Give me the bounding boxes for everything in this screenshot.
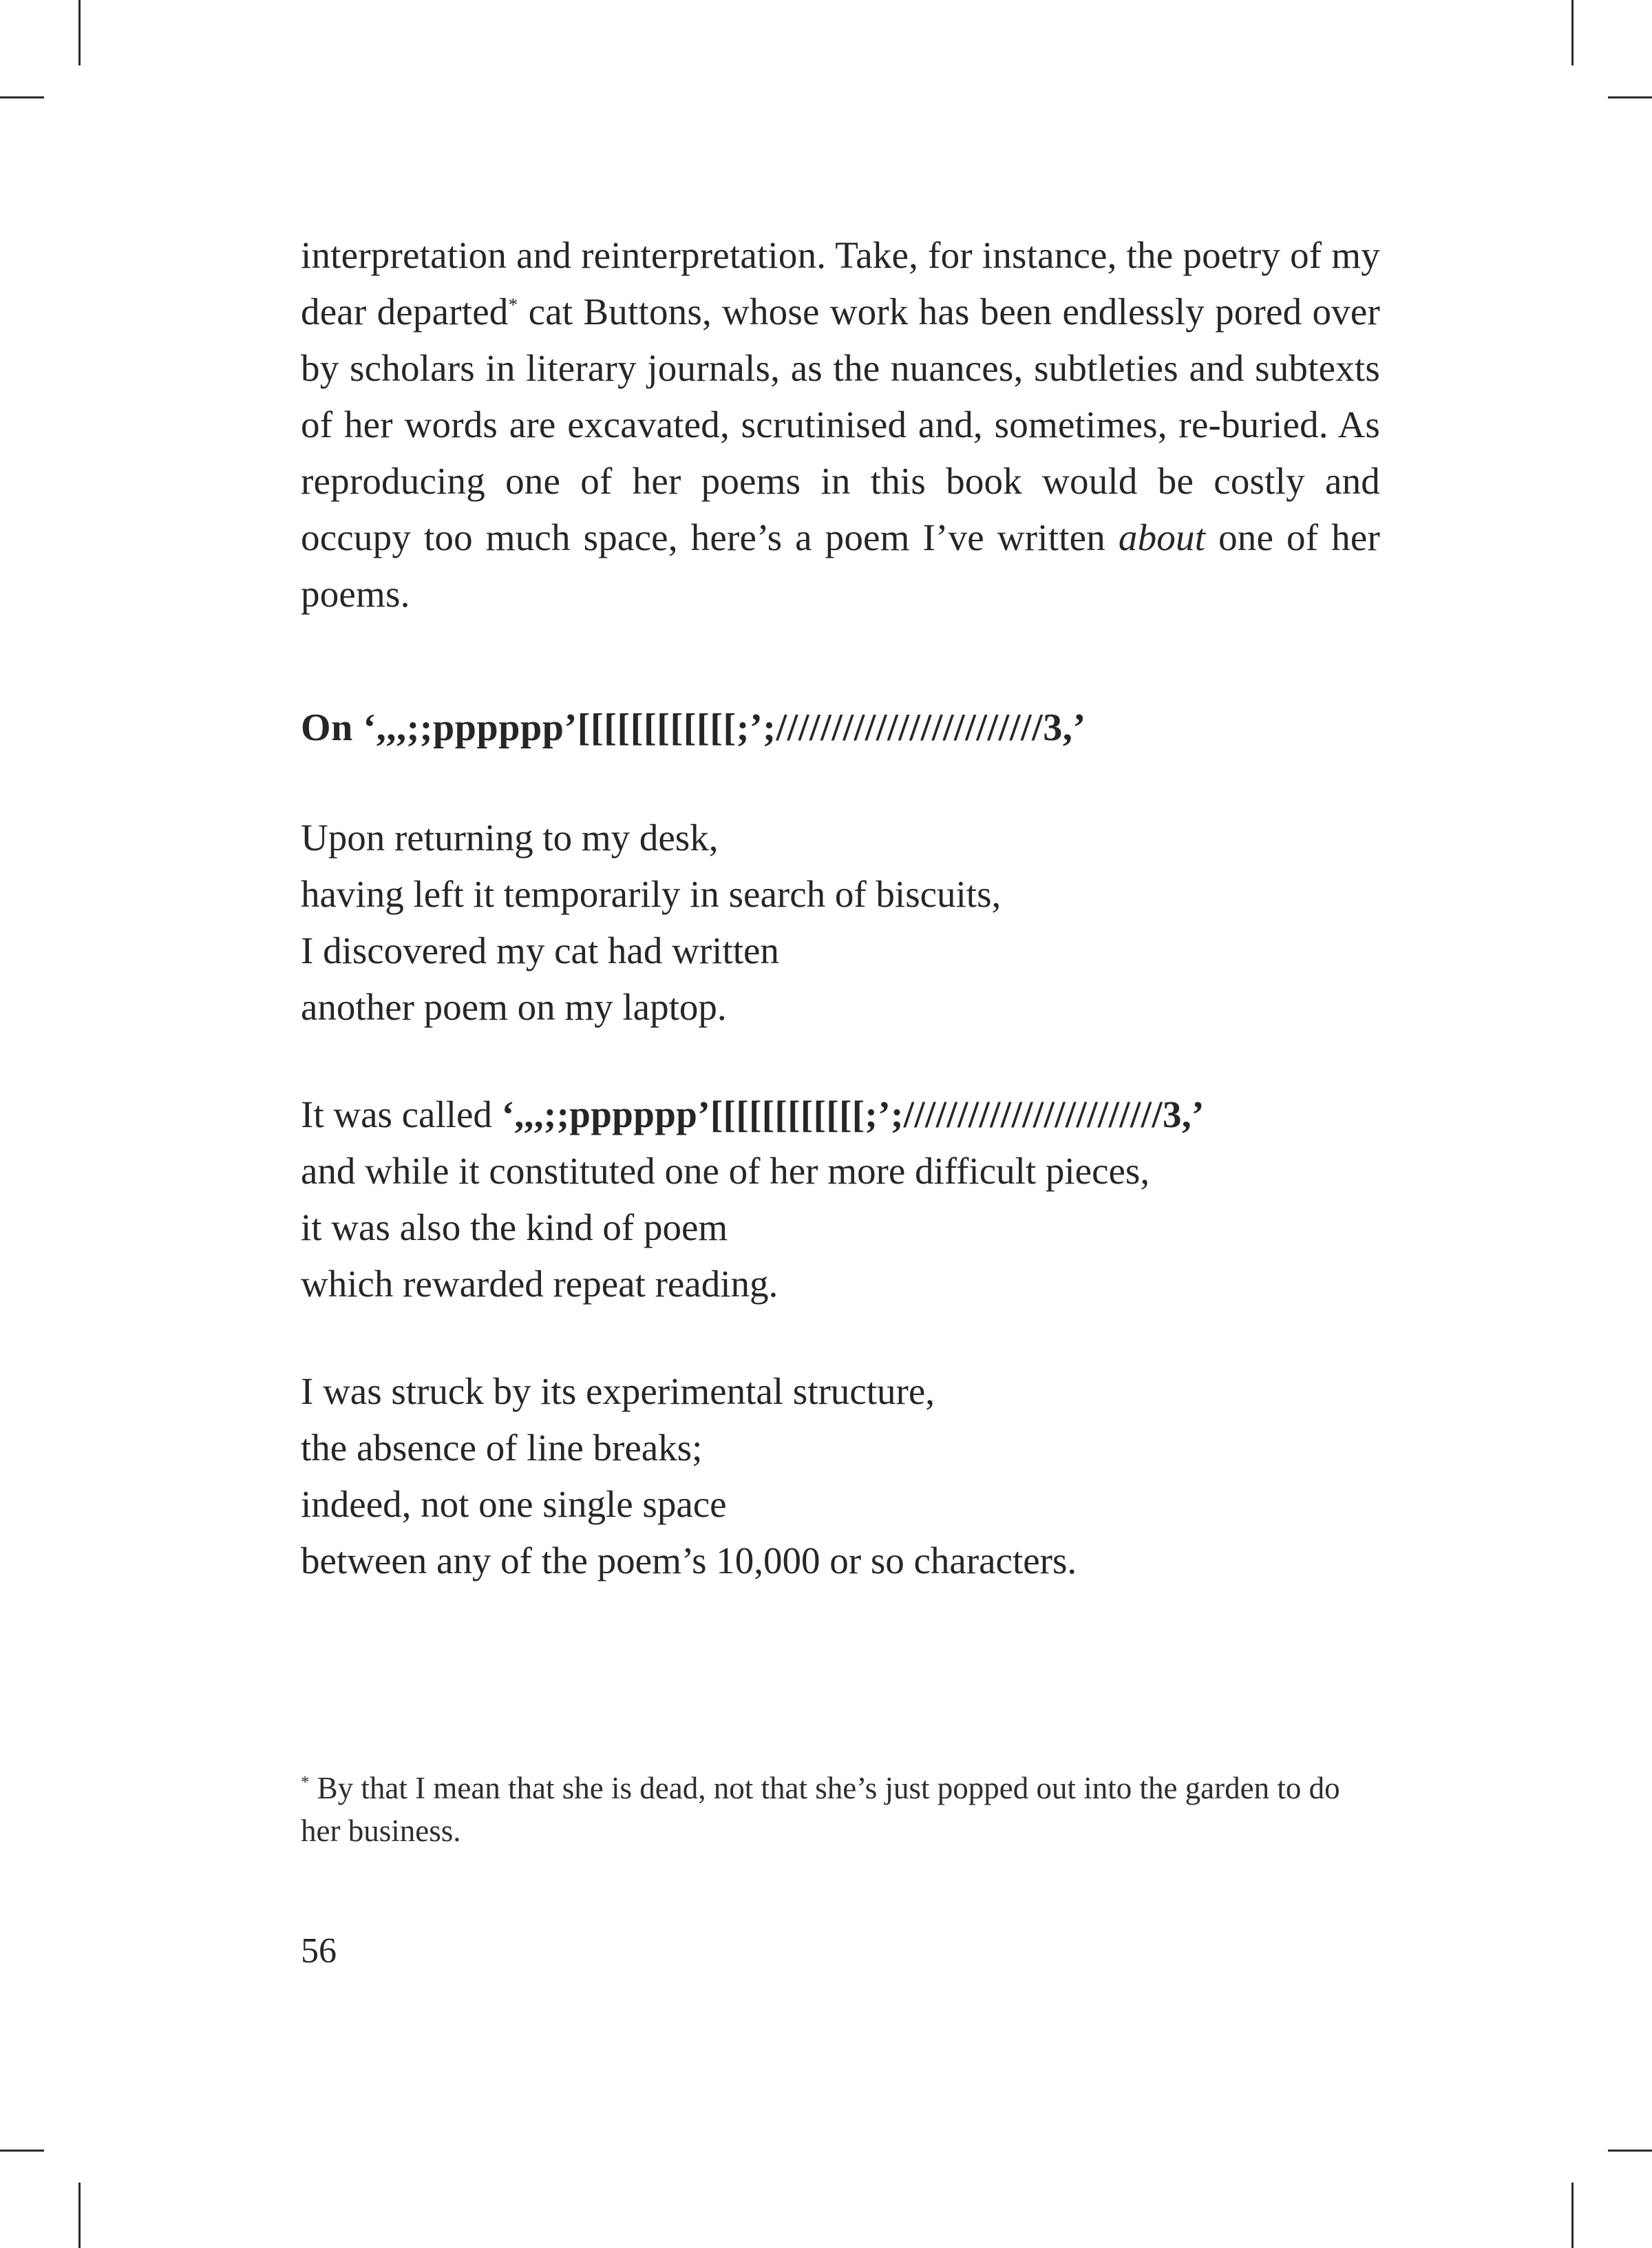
poem-line: which rewarded repeat reading. [301, 1263, 779, 1305]
poem-stanza-3 [301, 1363, 1380, 1589]
poem-line: I discovered my cat had written [301, 929, 779, 971]
intro-text-part1: interpretation and reinterpretation. Take, for instance, the poetry of my dear departed [301, 234, 1380, 333]
page-number: 56 [301, 1931, 337, 1971]
poem-line: having left it temporarily in search of biscuits, [301, 873, 1002, 915]
crop-mark-bottom-right-vertical [1571, 2183, 1574, 2248]
poem-stanza-2 [301, 1086, 1380, 1312]
poem-line: indeed, not one single space [301, 1483, 727, 1525]
poem-line: Upon returning to my desk, [301, 817, 719, 859]
footnote-marker: * [301, 1773, 310, 1792]
poem-line: another poem on my laptop. [301, 986, 727, 1028]
poem-line: and while it constituted one of her more difficult pieces, [301, 1150, 1150, 1192]
stanza2-intro-text: It was called [301, 1093, 502, 1135]
footnote-reference-marker: * [508, 293, 518, 315]
crop-mark-top-right-horizontal [1608, 96, 1652, 98]
poem-line: I was struck by its experimental structure, [301, 1370, 935, 1412]
cat-poem-title-string: ‘,,,;;pppppp’[[[[[[[[[[[[;’;////////////////////////3,’ [501, 1093, 1205, 1135]
poem-line: the absence of line breaks; [301, 1427, 703, 1469]
intro-text-part2: cat Buttons, whose work has been endlessly pored over by scholars in literary journals, as the nuances, subtleties and subtexts of her words are excavated, scrutinised and, sometimes, re-buried. As reproducing one of her poems in this book would be costly and occupy too much space, here’s a poem I’ve written [301, 291, 1380, 558]
intro-text-part3: one of her poems. [301, 516, 1380, 615]
footnote [301, 1767, 1380, 1852]
crop-mark-bottom-right-horizontal [1608, 2150, 1652, 2152]
page-content [301, 227, 1380, 1972]
crop-mark-bottom-left-horizontal [0, 2150, 44, 2152]
poem-stanza-1 [301, 810, 1380, 1036]
poem-title-string: ‘,,,;;pppppp’[[[[[[[[[[[[;’;////////////////////////3,’ [363, 706, 1086, 749]
poem-title-prefix: On [301, 706, 363, 749]
poem-line [301, 1086, 1380, 1143]
footnote-text: By that I mean that she is dead, not that she’s just popped out into the garden to do her business. [301, 1771, 1340, 1848]
poem-title [301, 700, 1380, 756]
poem-line: between any of the poem’s 10,000 or so characters. [301, 1540, 1077, 1582]
crop-mark-top-left-horizontal [0, 96, 44, 98]
crop-mark-top-left-vertical [78, 0, 81, 65]
poem-line: it was also the kind of poem [301, 1206, 728, 1248]
intro-italic-word: about [1118, 516, 1206, 558]
crop-mark-bottom-left-vertical [78, 2183, 81, 2248]
crop-mark-top-right-vertical [1571, 0, 1574, 65]
intro-paragraph [301, 227, 1380, 622]
